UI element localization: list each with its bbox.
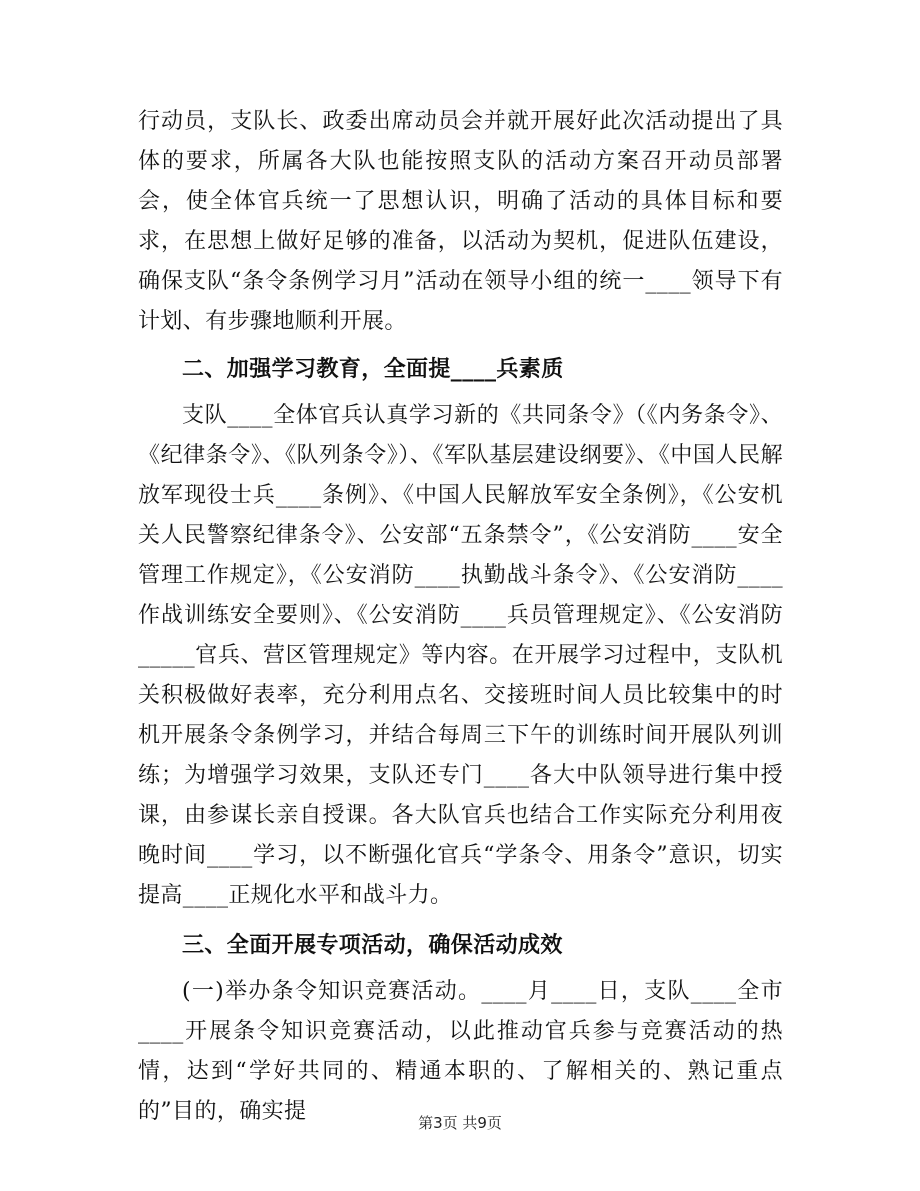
paragraph-study-education: 支队____全体官兵认真学习新的《共同条令》（《内务条令》、《纪律条令》、《队列条令》）、《军队基层建设纲要》、《中国人民解放军现役士兵____条例》、《中国人民解放军安全条例》，《公安机关人民警察纪律条令》、公安部“五条禁令”，《公安消防____安全管理工作规定》，《公安消防____执勤战斗条令》、《公安消防____作战训练安全要则》、《公安消防____兵员管理规定》、《公安消防_____官兵、营区管理规定》等内容。在开展学习过程中，支队机关积极做好表率，充分利用点名、交接班时间人员比较集中的时机开展条令条例学习，并结合每周三下午的训练时间开展队列训练；为增强学习效果，支队还专门____各大中队领导进行集中授课，由参谋长亲自授课。各大队官兵也结合工作实际充分利用夜晚时间____学习，以不断强化官兵“学条令、用条令”意识，切实提高____正规化水平和战斗力。 (138, 403, 783, 908)
document-body (138, 102, 783, 1132)
paragraph-knowledge-contest: (一)举办条令知识竞赛活动。____月____日，支队____全市____开展条令知识竞赛活动，以此推动官兵参与竞赛活动的热情，达到“学好共同的、精通本职的、了解相关的、熟记重点的”目的，确实提 (138, 979, 783, 1124)
paragraph-continuation: 行动员，支队长、政委出席动员会并就开展好此次活动提出了具体的要求，所属各大队也能按照支队的活动方案召开动员部署会，使全体官兵统一了思想认识，明确了活动的具体目标和要求，在思想上做好足够的准备，以活动为契机，促进队伍建设，确保支队“条令条例学习月”活动在领导小组的统一____领导下有计划、有步骤地顺利开展。 (138, 109, 783, 334)
section-heading-3: 三、全面开展专项活动，确保活动成效 (182, 933, 563, 958)
section-heading-2: 二、加强学习教育，全面提____兵素质 (182, 357, 564, 382)
page-number-footer: 第3页 共9页 (418, 1114, 502, 1132)
